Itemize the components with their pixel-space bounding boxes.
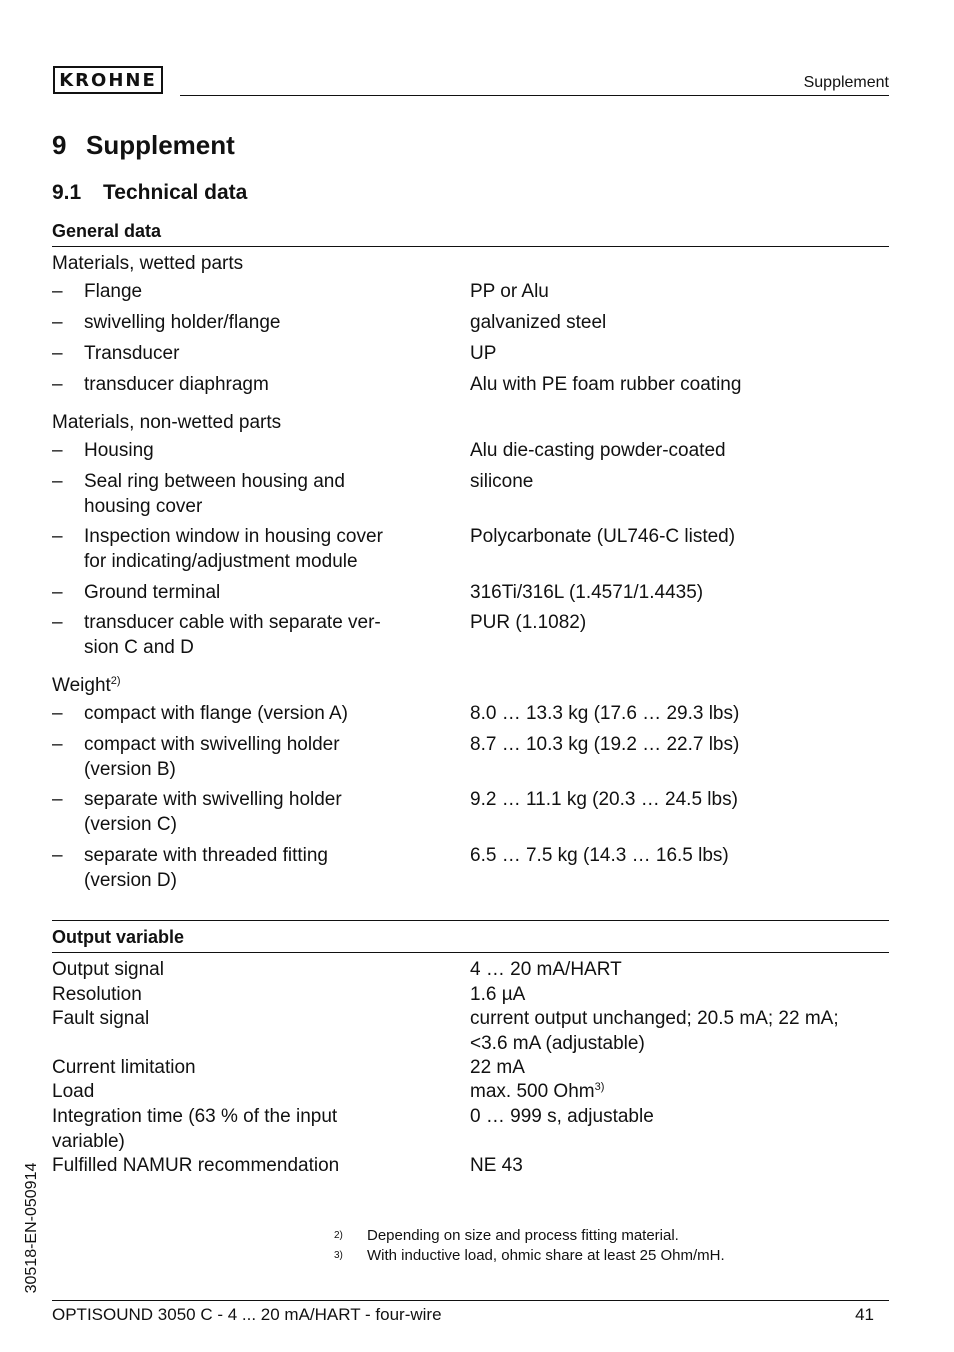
list-dash: – xyxy=(52,845,63,866)
list-dash: – xyxy=(52,374,63,395)
weight-item-label xyxy=(84,844,444,893)
weight-item-value: 6.5 … 7.5 kg (14.3 … 16.5 lbs) xyxy=(470,845,729,866)
section-title xyxy=(52,181,247,205)
value-line-2: <3.6 mA (adjustable) xyxy=(470,1032,645,1054)
list-dash: – xyxy=(52,312,63,333)
wetted-item-value: Alu with PE foam rubber coating xyxy=(470,374,742,395)
weight-item-label xyxy=(84,733,444,782)
output-row-value xyxy=(470,1007,890,1056)
nonwetted-item-label: Ground terminal xyxy=(84,582,221,603)
label-line-2: sion C and D xyxy=(84,636,194,658)
label-line-2: (version B) xyxy=(84,758,176,780)
output-row-label: Fault signal xyxy=(52,1008,150,1029)
weight-item-label xyxy=(84,788,444,837)
nonwetted-item-value: Alu die-casting powder-coated xyxy=(470,440,726,461)
list-dash: – xyxy=(52,471,63,492)
label-line-1: separate with threaded fitting xyxy=(84,845,328,866)
section-title-text: Technical data xyxy=(103,181,248,204)
label-line-1: separate with swivelling holder xyxy=(84,789,342,810)
output-row-value xyxy=(470,1080,890,1105)
wetted-item-value: galvanized steel xyxy=(470,312,607,333)
output-row-label: Resolution xyxy=(52,984,142,1005)
list-dash: – xyxy=(52,612,63,633)
wetted-item-label: transducer diaphragm xyxy=(84,374,269,395)
footnote-mark: 3) xyxy=(334,1250,343,1261)
list-dash: – xyxy=(52,789,63,810)
header-section-label: Supplement xyxy=(803,74,889,91)
output-row-label: Load xyxy=(52,1081,95,1102)
nonwetted-item-value: 316Ti/316L (1.4571/1.4435) xyxy=(470,582,704,603)
chapter-number: 9 xyxy=(52,130,67,160)
wetted-parts-title: Materials, wetted parts xyxy=(52,253,244,274)
output-row-label xyxy=(52,1105,442,1154)
nonwetted-parts-title: Materials, non-wetted parts xyxy=(52,412,282,433)
list-dash: – xyxy=(52,440,63,461)
list-dash: – xyxy=(52,703,63,724)
logo-text: KROHNE xyxy=(59,69,157,91)
list-dash: – xyxy=(52,526,63,547)
output-row-value: NE 43 xyxy=(470,1155,523,1176)
output-variable-heading: Output variable xyxy=(52,927,185,947)
footnote-text: With inductive load, ohmic share at least 25 Ohm/mH. xyxy=(367,1247,725,1264)
output-variable-rule xyxy=(52,952,889,953)
label-line-2: (version C) xyxy=(84,813,177,835)
label-line-2: (version D) xyxy=(84,869,177,891)
nonwetted-item-value: silicone xyxy=(470,471,534,492)
nonwetted-item-label xyxy=(84,525,444,574)
footer-rule xyxy=(52,1300,889,1301)
footnote-ref: 2) xyxy=(110,675,121,687)
section-number: 9.1 xyxy=(52,181,82,204)
krohne-logo xyxy=(53,66,163,94)
output-row-value: 22 mA xyxy=(470,1057,525,1078)
nonwetted-item-label: Housing xyxy=(84,440,154,461)
footnote-mark: 2) xyxy=(334,1230,343,1241)
chapter-title-text: Supplement xyxy=(86,130,235,160)
document-code: 30518-EN-050914 xyxy=(23,1162,40,1294)
list-dash: – xyxy=(52,734,63,755)
label-line-2: for indicating/adjustment module xyxy=(84,550,358,572)
wetted-item-label: swivelling holder/flange xyxy=(84,312,281,333)
output-row-value: 1.6 µA xyxy=(470,984,526,1005)
weight-item-value: 9.2 … 11.1 kg (20.3 … 24.5 lbs) xyxy=(470,789,738,810)
label-line-1: Seal ring between housing and xyxy=(84,471,345,492)
wetted-item-value: UP xyxy=(470,343,497,364)
nonwetted-item-value: PUR (1.1082) xyxy=(470,612,587,633)
weight-item-value: 8.0 … 13.3 kg (17.6 … 29.3 lbs) xyxy=(470,703,740,724)
footer-title: OPTISOUND 3050 C - 4 ... 20 mA/HART - four-wire xyxy=(52,1305,442,1324)
weight-item-value: 8.7 … 10.3 kg (19.2 … 22.7 lbs) xyxy=(470,734,740,755)
nonwetted-item-value: Polycarbonate (UL746-C listed) xyxy=(470,526,736,547)
header-rule xyxy=(180,95,889,96)
chapter-title xyxy=(52,130,235,161)
label-line-1: Integration time (63 % of the input xyxy=(52,1106,338,1127)
general-data-heading: General data xyxy=(52,221,162,241)
load-value-text: max. 500 Ohm xyxy=(470,1081,595,1102)
nonwetted-item-label xyxy=(84,611,444,660)
wetted-item-value: PP or Alu xyxy=(470,281,549,302)
list-dash: – xyxy=(52,343,63,364)
page-number: 41 xyxy=(855,1305,874,1324)
output-top-rule xyxy=(52,920,889,921)
wetted-item-label: Transducer xyxy=(84,343,180,364)
list-dash: – xyxy=(52,582,63,603)
output-row-value: 0 … 999 s, adjustable xyxy=(470,1106,654,1127)
output-row-label: Current limitation xyxy=(52,1057,196,1078)
label-line-1: Inspection window in housing cover xyxy=(84,526,383,547)
output-row-label: Fulfilled NAMUR recommendation xyxy=(52,1155,340,1176)
wetted-item-label: Flange xyxy=(84,281,143,302)
output-row-value: 4 … 20 mA/HART xyxy=(470,959,622,980)
footnote-ref: 3) xyxy=(594,1081,605,1093)
label-line-1: transducer cable with separate ver- xyxy=(84,612,381,633)
label-line-2: housing cover xyxy=(84,495,203,517)
label-line-1: compact with swivelling holder xyxy=(84,734,340,755)
general-data-rule xyxy=(52,246,889,247)
value-line-1: current output unchanged; 20.5 mA; 22 mA; xyxy=(470,1008,839,1029)
nonwetted-item-label xyxy=(84,470,444,519)
weight-item-label: compact with flange (version A) xyxy=(84,703,349,724)
footnote-text: Depending on size and process fitting material. xyxy=(367,1227,679,1244)
label-line-2: variable) xyxy=(52,1130,125,1152)
output-row-label: Output signal xyxy=(52,959,164,980)
weight-title-text: Weight xyxy=(52,675,111,696)
list-dash: – xyxy=(52,281,63,302)
weight-title xyxy=(52,674,121,699)
